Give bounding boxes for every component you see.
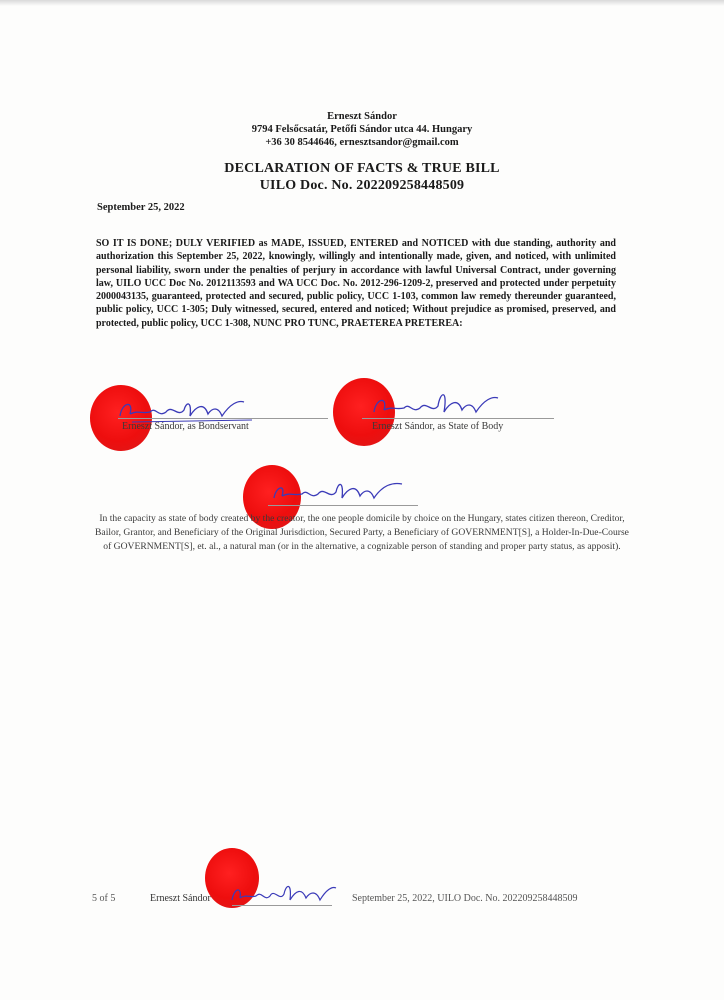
capacity-statement: In the capacity as state of body created by the creator, the one people domicile by choice on the Hungary, states citizen thereon, Creditor, Bailor, Grantor, and Beneficiary of the Original Jurisdiction, Secured Party, a Beneficiary of GOVERNMENT[S], a Holder-In-Due-Course of GOVERNMENT[S], et. al., a natural man (or in the alternative, a cognizable person of standing and proper party status, as apposit). bbox=[95, 513, 629, 552]
title-line-2: UILO Doc. No. 202209258448509 bbox=[259, 178, 465, 193]
sender-address: 9794 Felsőcsatár, Petőfi Sándor utca 44. Hungary bbox=[251, 124, 473, 135]
handwritten-signature bbox=[228, 880, 338, 910]
scan-edge bbox=[0, 0, 724, 6]
handwritten-signature bbox=[268, 476, 408, 510]
handwritten-signature bbox=[368, 386, 508, 426]
footer-reference: September 25, 2022, UILO Doc. No. 202209258448509 bbox=[352, 893, 578, 904]
declaration-body: SO IT IS DONE; DULY VERIFIED as MADE, ISSUED, ENTERED and NOTICED with due standing, authority and authorization this September 25, 2022, knowingly, willingly and intentionally made, given, and noticed, with unlimited personal liability, sworn under the penalties of perjury in accordance with lawful Universal Contract, under governing law, UILO UCC Doc No. 2012113593 and WA UCC Doc. No. 2012-296-1209-2, preserved and protected under perpetuity 2000043135, guaranteed, protected and secured, public policy, UCC 1-103, common law remedy thereunder guaranteed, public policy, UCC 1-305; Duly witnessed, secured, entered and noticed; Without prejudice as promised, preserved, and protected, public policy, UCC 1-308, NUNC PRO TUNC, PRAETEREA PRETEREA: bbox=[96, 238, 616, 329]
bondservant-caption: Erneszt Sándor, as Bondservant bbox=[122, 421, 249, 432]
page-number: 5 of 5 bbox=[92, 893, 116, 904]
title-line-1: DECLARATION OF FACTS & TRUE BILL bbox=[224, 161, 500, 176]
sender-name: Erneszt Sándor bbox=[327, 111, 397, 122]
document-title bbox=[0, 160, 724, 194]
state-caption: Erneszt Sándor, as State of Body bbox=[372, 421, 504, 432]
document-date: September 25, 2022 bbox=[97, 202, 185, 213]
footer-name: Erneszt Sándor bbox=[150, 893, 211, 904]
letterhead bbox=[0, 110, 724, 149]
sender-contact: +36 30 8544646, ernesztsandor@gmail.com bbox=[265, 137, 459, 148]
